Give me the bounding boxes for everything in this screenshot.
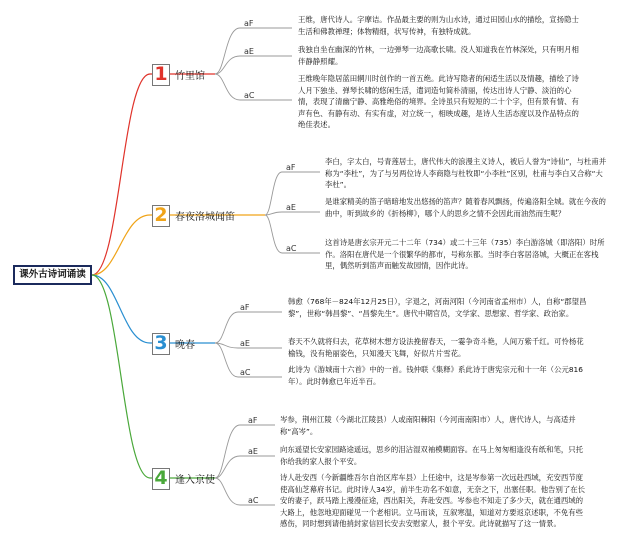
topic-number-badge: 1 [152, 64, 170, 86]
branch-label-af: aF [286, 163, 296, 172]
topic-title: 晚春 [175, 340, 195, 351]
translation-note: 春天不久就将归去，花草树木想方设法挽留春天，一霎争奇斗艳，人间万紫千红。可怜杨花榆钱，没有艳丽姿色，只知漫天飞舞，好似片片雪花。 [288, 337, 584, 358]
root-connector-4 [92, 275, 215, 478]
branch-label-ae: aE [240, 339, 250, 348]
t4-branch-ac [215, 478, 275, 505]
topic-number-badge: 2 [152, 205, 170, 227]
topic-node-4[interactable] [152, 464, 215, 490]
root-connector-1 [92, 74, 215, 275]
background-note: 此诗为《游城南十六首》中的一首。钱仲联《集释》系此诗于唐宪宗元和十一年（公元816年）。此时韩愈已年近半百。 [288, 365, 583, 386]
topic-node-2[interactable] [152, 201, 235, 227]
author-note: 李白，字太白，号青莲居士，唐代伟大的浪漫主义诗人，被后人誉为“诗仙”，与杜甫并称为“李杜”，为了与另两位诗人李商隐与杜牧即“小李杜”区别，杜甫与李白又合称“大李杜”。 [325, 157, 607, 190]
root-node[interactable]: 课外古诗词诵读 [13, 265, 92, 285]
topic-number-badge: 4 [152, 468, 170, 490]
author-note: 王维，唐代诗人。字摩诘。作品最主要的则为山水诗，通过田园山水的描绘，宣扬隐士生活和佛教禅理；体物精细，状写传神，有独特成就。 [298, 15, 579, 36]
branch-label-af: aF [248, 416, 258, 425]
branch-label-ac: aC [244, 91, 255, 100]
t1-branch-ae [215, 56, 292, 74]
branch-label-ae: aE [248, 447, 258, 456]
topic-node-1[interactable] [152, 60, 205, 86]
branch-label-ac: aC [248, 496, 259, 505]
topic-title: 逢入京使 [175, 475, 215, 486]
background-note: 王维晚年隐居蓝田辋川时创作的一首五绝。此诗写隐者的闲适生活以及情趣，描绘了诗人月下独坐、弹琴长啸的悠闲生活，遣词造句简朴清丽，传达出诗人宁静、淡泊的心情，表现了清幽宁静、高雅绝俗的境界。全诗虽只有短短的二十个字，但有景有情、有声有色、有静有动、有实有虚，对立统一，相映成趣，是诗人生活态度以及作品特点的绝佳表述。 [298, 74, 579, 130]
branch-label-af: aF [240, 303, 250, 312]
topic-number-badge: 3 [152, 333, 170, 355]
author-note: 韩愈（768年－824年12月25日），字退之，河南河阳（今河南省孟州市）人，自称“郡望昌黎”，世称“韩昌黎”、“昌黎先生”。唐代中期官员，文学家、思想家、哲学家、政治家。 [288, 297, 587, 318]
topic-title: 春夜洛城闻笛 [175, 212, 235, 223]
background-note: 诗人赴安西（今新疆维吾尔自治区库车县）上任途中，这是岑参第一次远赴西域，充安西节度使高仙芝幕府书记。此时诗人34岁，前半生功名不如意，无奈之下，出塞任职。他告别了在长安的妻子，跃马踏上漫漫征途，西出阳关，奔赴安西。岑参也不知走了多少天，就在通西域的大路上，他忽地迎面碰见一个老相识。立马而谈，互叙寒温，知道对方要返京述职，不免有些感伤，同时想到请他捎封家信回长安去安慰家人，报个平安。此诗就描写了这一情景。 [280, 473, 586, 529]
branch-label-ae: aE [244, 47, 254, 56]
branch-label-ac: aC [286, 244, 297, 253]
topic-node-3[interactable] [152, 329, 195, 355]
topic-title: 竹里馆 [175, 71, 205, 82]
branch-label-af: aF [244, 19, 254, 28]
branch-label-ae: aE [286, 203, 296, 212]
translation-note: 我独自坐在幽深的竹林，一边弹琴一边高歌长啸。没人知道我在竹林深处，只有明月相伴静静照耀。 [298, 45, 579, 66]
translation-note: 是谁家精美的笛子暗暗地发出悠扬的笛声？随着春风飘扬，传遍洛阳全城。就在今夜的曲中，听到故乡的《折杨柳》，哪个人的思乡之情不会因此而油然而生呢？ [325, 197, 606, 218]
background-note: 这首诗是唐玄宗开元二十二年（734）或二十三年（735）李白游洛城（即洛阳）时所作。洛阳在唐代是一个很繁华的都市，号称东都。当时李白客居洛城，大概正在客栈里，偶然听到笛声而触发故园情，因作此诗。 [325, 238, 605, 271]
branch-label-ac: aC [240, 368, 251, 377]
author-note: 岑参，荆州江陵（今湖北江陵县）人或南阳棘阳（今河南南阳市）人，唐代诗人，与高适并称“高岑”。 [280, 415, 576, 436]
translation-note: 向东遥望长安家园路途遥远，思乡的泪沾湿双袖模糊面容。在马上匆匆相逢没有纸和笔，只托你给我的家人报个平安。 [280, 445, 584, 466]
